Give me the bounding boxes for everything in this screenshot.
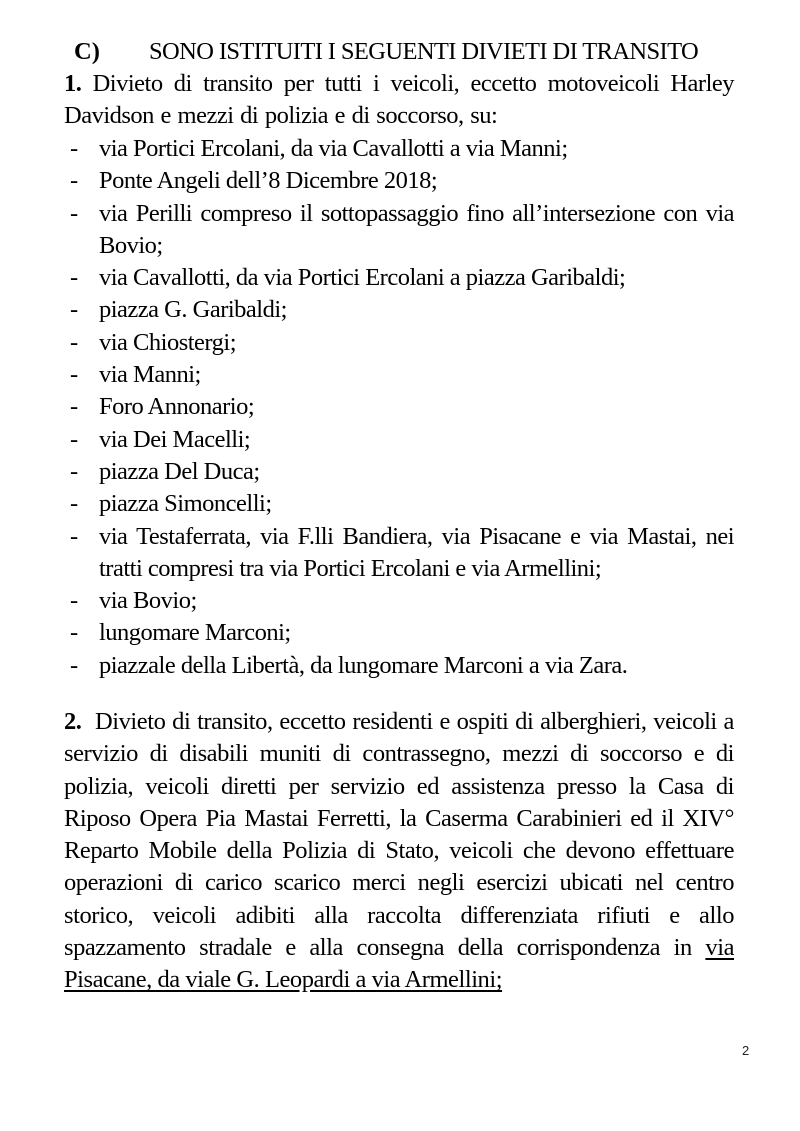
street-text: via Bovio; (99, 587, 197, 615)
item-2-text: Divieto di transito, eccetto residenti e ospiti di alberghieri, veicoli a servizio di disabili muniti di contrassegno, mezzi di soccorso e di polizia, veicoli diretti per servizio ed assistenza presso la Casa di Riposo Opera Pia Mastai Ferretti, la Caserma Carabinieri ed il XIV° Reparto Mobile della Polizia di Stato, veicoli che devono effettuare operazioni di carico scarico merci negli esercizi ubicati nel centro storico, veicoli adibiti alla raccolta differenziata rifiuti e allo spazzamento stradale e alla consegna della corrispondenza in (64, 708, 734, 962)
street-text: Foro Annonario; (99, 393, 255, 421)
list-item (64, 165, 734, 197)
list-item (64, 488, 734, 520)
bullet-dash: - (70, 199, 78, 227)
street-text: via Chiostergi; (99, 328, 236, 356)
list-item (64, 456, 734, 488)
bullet-dash: - (70, 425, 78, 453)
list-item (64, 359, 734, 391)
section-heading (72, 36, 752, 68)
street-text: piazza G. Garibaldi; (99, 296, 287, 324)
bullet-dash: - (70, 522, 78, 550)
item-2-underlined-location: via Pisacane, da viale G. Leopardi a via Armellini; (64, 934, 734, 994)
bullet-dash: - (70, 393, 78, 421)
street-text: via Dei Macelli; (99, 425, 251, 453)
bullet-dash: - (70, 264, 78, 292)
street-text: via Manni; (99, 361, 201, 389)
street-text: via Perilli compreso il sottopassaggio fino all’intersezione con via Bovio; (99, 199, 734, 259)
list-item (64, 585, 734, 617)
street-text: lungomare Marconi; (99, 619, 291, 647)
street-text: via Portici Ercolani, da via Cavallotti a via Manni; (99, 135, 568, 162)
street-text: via Cavallotti, da via Portici Ercolani a piazza Garibaldi; (99, 264, 626, 292)
list-item (64, 650, 734, 682)
bullet-dash: - (70, 167, 78, 195)
list-item (64, 294, 734, 326)
list-item (64, 424, 734, 456)
street-text: piazzale della Libertà, da lungomare Marconi a via Zara. (99, 651, 628, 679)
street-text: Ponte Angeli dell’8 Dicembre 2018; (99, 167, 438, 195)
item-1-intro-line2: Davidson e mezzi di polizia e di soccorso, su: (64, 102, 498, 130)
item-2-number: 2. (64, 708, 82, 735)
list-item (64, 262, 734, 294)
bullet-dash: - (70, 361, 78, 389)
list-item (64, 391, 734, 423)
bullet-dash: - (70, 457, 78, 485)
bullet-dash: - (70, 587, 78, 615)
list-item (64, 327, 734, 359)
bullet-dash: - (70, 296, 78, 324)
bullet-dash: - (70, 490, 78, 518)
bullet-dash: - (70, 619, 78, 647)
bullet-dash: - (70, 651, 78, 679)
bullet-dash: - (70, 135, 78, 162)
list-item (64, 521, 734, 586)
street-text: piazza Simoncelli; (99, 490, 272, 518)
street-text: via Testaferrata, via F.lli Bandiera, via Pisacane e via Mastai, nei tratti compresi tra via Portici Ercolani e via Armellini; (99, 522, 734, 582)
item-1-intro (64, 68, 734, 133)
item-1-number: 1. (64, 70, 82, 97)
section-title: SONO ISTITUITI I SEGUENTI DIVIETI DI TRANSITO (149, 38, 699, 65)
bullet-dash: - (70, 328, 78, 356)
section-letter: C) (74, 38, 100, 65)
list-item (64, 198, 734, 263)
list-item (64, 133, 734, 165)
street-list (64, 133, 734, 682)
item-1-intro-line1: Divieto di transito per tutti i veicoli, eccetto motoveicoli Harley (92, 70, 734, 97)
page-number: 2 (742, 1043, 750, 1058)
list-item (64, 617, 734, 649)
item-2-paragraph (64, 706, 734, 997)
street-text: piazza Del Duca; (99, 457, 260, 485)
